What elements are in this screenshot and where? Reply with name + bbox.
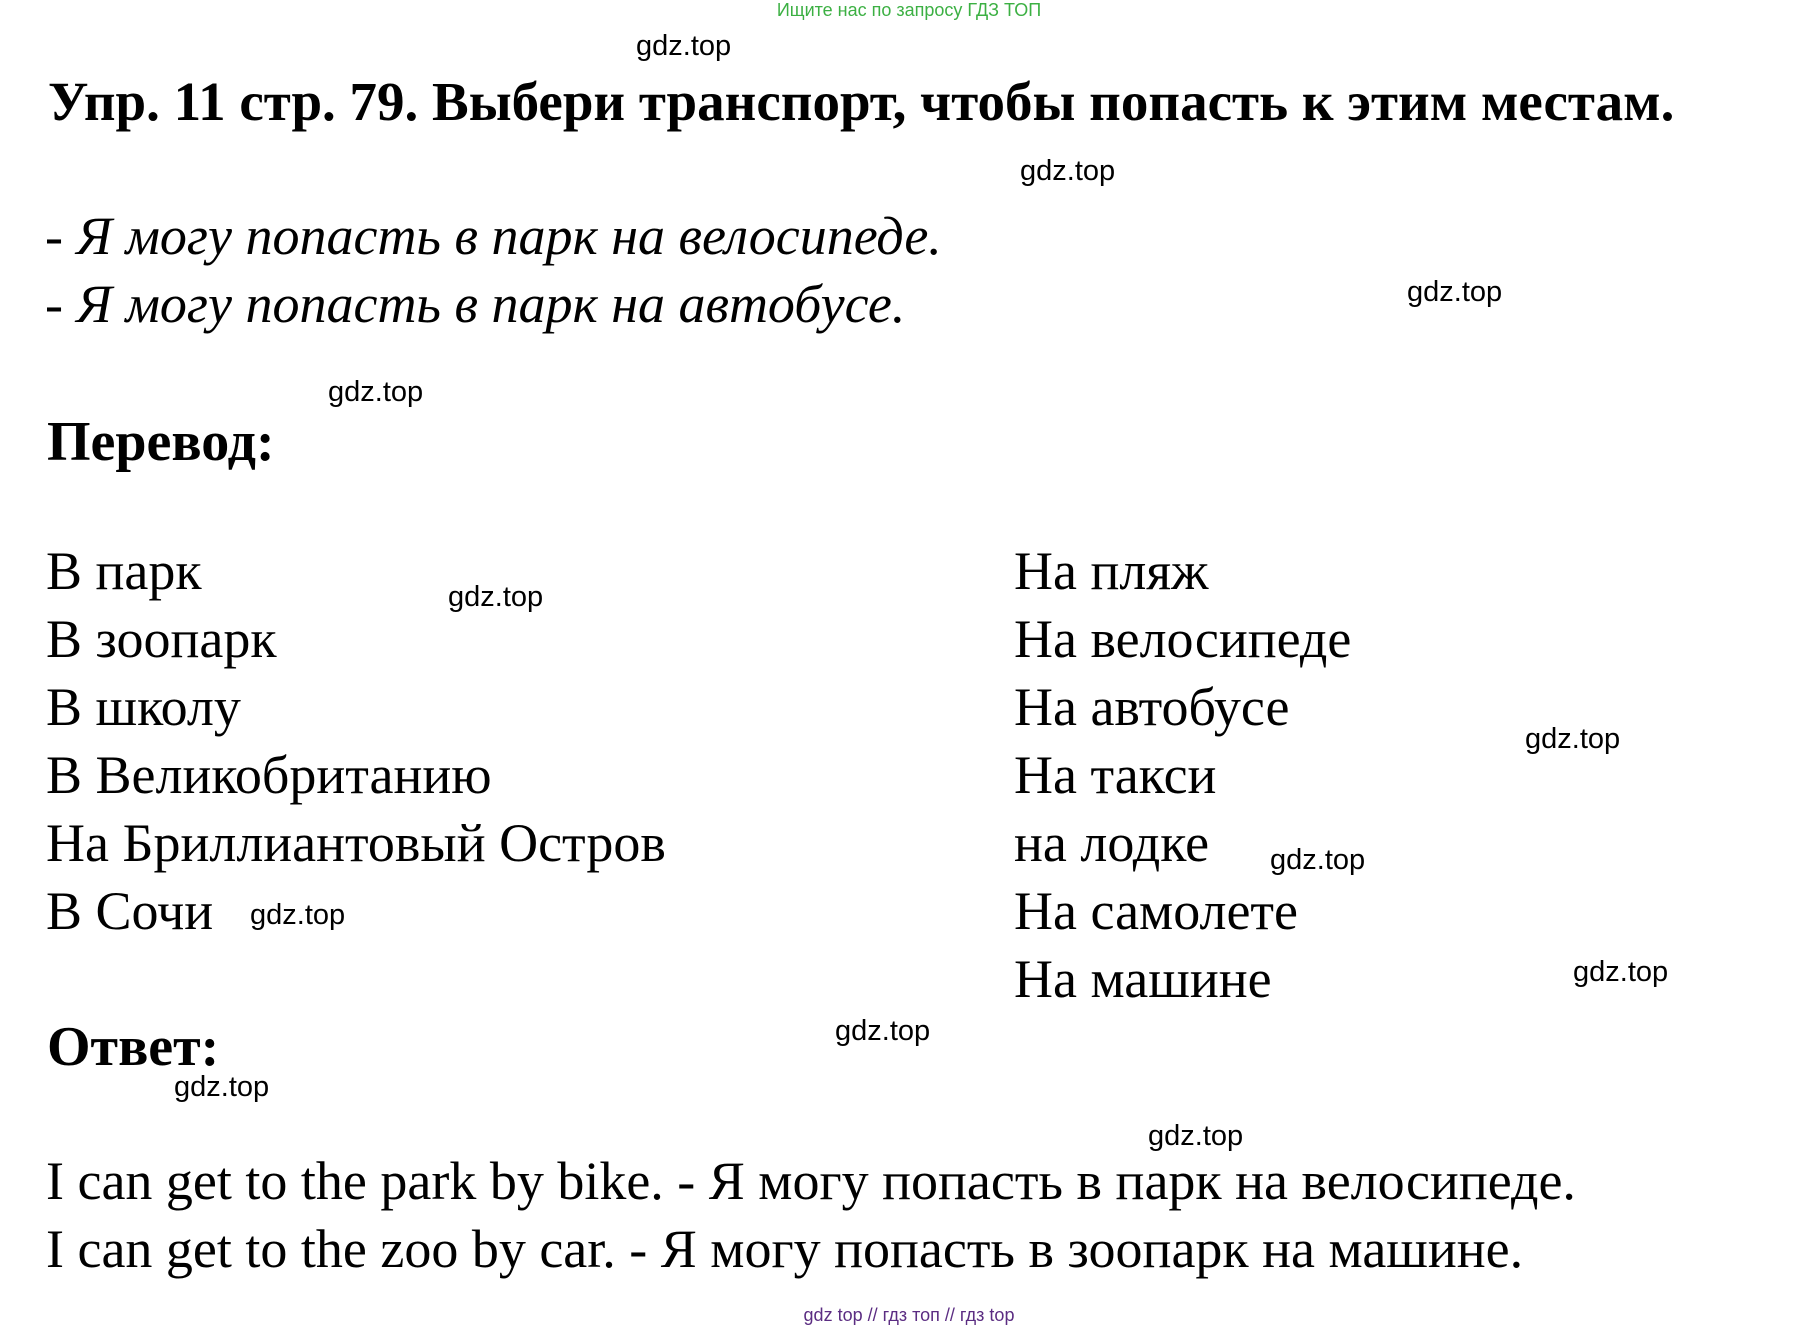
list-item: В Великобританию: [46, 745, 492, 805]
watermark: gdz.top: [174, 1071, 270, 1103]
list-item: На автобусе: [1014, 677, 1290, 737]
list-item: В школу: [46, 677, 241, 737]
watermark: gdz.top: [1270, 844, 1366, 876]
list-item: на лодке: [1014, 813, 1210, 873]
list-item: На машине: [1014, 949, 1272, 1009]
watermark: gdz.top: [328, 376, 424, 408]
list-item: В зоопарк: [46, 609, 277, 669]
watermark: gdz.top: [1525, 723, 1621, 755]
list-item: На Бриллиантовый Остров: [46, 813, 666, 873]
list-item: На пляж: [1014, 541, 1209, 601]
list-item: На самолете: [1014, 881, 1299, 941]
watermark: gdz.top: [835, 1015, 931, 1047]
list-item: На велосипеде: [1014, 609, 1352, 669]
watermark: gdz.top: [1407, 276, 1503, 308]
watermark: gdz.top: [250, 899, 346, 931]
footer-links: gdz top // гдз топ // гдз top: [803, 1305, 1015, 1325]
translation-heading: Перевод:: [47, 411, 275, 473]
watermark: gdz.top: [448, 581, 544, 613]
list-item: В парк: [46, 541, 202, 601]
example-line-2: - Я могу попасть в парк на автобусе.: [45, 274, 906, 334]
watermark: gdz.top: [1148, 1120, 1244, 1152]
watermark: gdz.top: [636, 30, 732, 62]
answer-heading: Ответ:: [47, 1016, 220, 1078]
example-line-1: - Я могу попасть в парк на велосипеде.: [45, 206, 942, 266]
watermark: gdz.top: [1573, 956, 1669, 988]
watermark: gdz.top: [1020, 155, 1116, 187]
transport-list: [1014, 537, 1351, 1013]
list-item: В Сочи: [46, 881, 214, 941]
exercise-title: Упр. 11 стр. 79. Выбери транспорт, чтобы попасть к этим местам.: [48, 71, 1675, 132]
places-list: [46, 537, 666, 945]
answer-line-1: I can get to the park by bike. - Я могу попасть в парк на велосипеде.: [46, 1151, 1576, 1211]
promo-banner: Ищите нас по запросу ГДЗ ТОП: [776, 0, 1042, 20]
list-item: На такси: [1014, 745, 1217, 805]
answer-line-2: I can get to the zoo by car. - Я могу попасть в зоопарк на машине.: [46, 1219, 1524, 1279]
